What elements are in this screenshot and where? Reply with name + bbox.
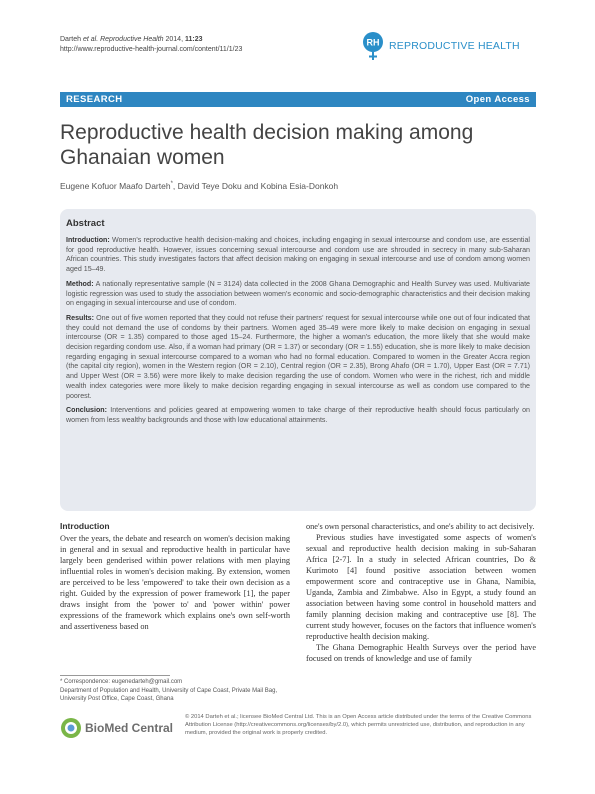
citation-authors: Darteh [60,36,82,43]
citation-line [60,34,203,45]
journal-emblem-icon [362,31,384,61]
publisher-logo[interactable] [60,717,173,739]
abstract-text: One out of five women reported that they could not refuse their partners' request for sexual intercourse while one out of four indicated that they could not demand the use of condoms by their partners. Women aged 35–49 were more likely to make decision on engaging in sexual intercourse (OR = 1.35) compared to those aged 15–24. Furthermore, the higher a woman's education, the more likely that she would make decision regarding condom use. Also, if a woman had primary (OR = 1.37) or secondary (OR = 1.55) education, she is more likely to make decision regarding engaging in sexual intercourse compared to a woman who had no formal education. Compared to women in the Greater Accra region (the capital city region), women in the Western region (OR = 2.10), Central region (OR = 2.35), Brong Ahafo (OR = 1.70), Upper East (OR = 7.71) and Upper West (OR = 3.56) were more likely to make decision regarding the use of condom. Women who were in the richest, rich and middle wealth index categories were more likely to make decision regarding engaging in sexual intercourse as well as condom use compared to the poorest. [66,313,530,400]
citation-etal: et al. [82,36,99,43]
biomed-central-icon [60,717,82,739]
body-paragraph: The Ghana Demographic Health Surveys over the period have focused on trends of knowledge and use of family [306,643,536,663]
author-list [60,181,338,191]
journal-name: REPRODUCTIVE HEALTH [389,40,520,52]
abstract-introduction [66,236,530,275]
open-access-label: Open Access [465,94,530,105]
journal-logo[interactable] [362,31,520,61]
body-paragraph: Previous studies have investigated some aspects of women's sexual and reproductive health decision making in sub-Saharan Africa [2-7]. In a study in selected African countries, Do & Kurimoto [4] found positive association between women empowerment score and contraceptive use in Ghana, Namibia, Uganda, Zambia and Zimbabwe. Also in Egypt, a study found an association between having some control in household matters and family planning decision making and contraceptive use [8]. The current study however, focuses on the factors that influence women's reproductive health decision making. [306,533,536,641]
abstract-label: Conclusion: [66,406,107,415]
correspondence-email[interactable]: * Correspondence: eugenedarteh@gmail.com [60,679,183,685]
body-paragraph: one's own personal characteristics, and one's ability to act decisively. [306,522,535,531]
journal-logo-letters: RH [366,37,380,48]
body-right-column [306,521,536,664]
citation-year: 2014, [165,36,184,43]
introduction-heading: Introduction [60,521,110,531]
abstract-box [60,209,536,511]
citation-volume: 11:23 [184,36,203,43]
abstract-text: Interventions and policies geared at empowering women to take charge of their reproductive health should focus particularly on women from less wealthy backgrounds and those with low educational attainments. [66,406,530,424]
abstract-label: Results: [66,313,94,322]
body-left-column [60,521,290,632]
co-authors: , David Teye Doku and Kobina Esia-Donkoh [172,181,339,191]
article-type-banner [60,92,536,107]
abstract-results [66,314,530,401]
article-type-label: RESEARCH [66,94,123,105]
abstract-label: Method: [66,279,94,288]
abstract-conclusion [66,406,530,425]
article-title: Reproductive health decision making among Ghanaian women [60,121,474,169]
footnote-divider [60,675,170,676]
author-mark: * [170,181,173,188]
abstract-heading: Abstract [66,218,105,229]
author-affiliation: Department of Population and Health, University of Cape Coast, Private Mail Bag, University Post Office, Cape Coast, Ghana [60,687,278,702]
abstract-text: A nationally representative sample (N = 3124) data collected in the 2008 Ghana Demographic and Health Survey was used. Multivariate logistic regression was used to study the association between women's economic and socio-demographic characteristics and their decision making on engaging in sexual intercourse and use of condom. [66,279,530,308]
introduction-paragraph: Over the years, the debate and research on women's decision making in general and in sexual and reproductive health in particular have largely been genderised within power relations with men playing influential roles in women's decision making. By extension, women are perceived to be less 'empowered' to take their own decision as a right. Guided by the expression of power framework [1], the paper draws insight from the 'power to' and 'power within' power expressions of the framework which explains one's own self-worth and assertiveness based on [60,534,290,631]
abstract-label: Introduction: [66,236,110,244]
footnote [60,678,290,704]
citation-journal: Reproductive Health [100,36,164,43]
publisher-name: BioMed Central [85,721,174,735]
abstract-text: Women's reproductive health decision-making and choices, including engaging in sexual intercourse and condom use, are essential for good reproductive health. However, issues concerning sexual intercourse and condom use are shrouded in secrecy in many sub-Saharan African countries. This study investigates factors that affect decision making on engaging in sexual intercourse and use of condom among women aged 15–49. [66,236,530,274]
article-url[interactable]: http://www.reproductive-health-journal.com/content/11/1/23 [60,46,243,53]
abstract-method [66,280,530,309]
corresponding-author[interactable]: Eugene Kofuor Maafo Darteh [60,181,171,191]
copyright-notice: © 2014 Darteh et al.; licensee BioMed Central Ltd. This is an Open Access article distributed under the terms of the Creative Commons Attribution License (http://creativecommons.org/licenses/by/2.0), which permits unrestricted use, distribution, and reproduction in any medium, provided the original work is properly credited. [185,714,532,737]
